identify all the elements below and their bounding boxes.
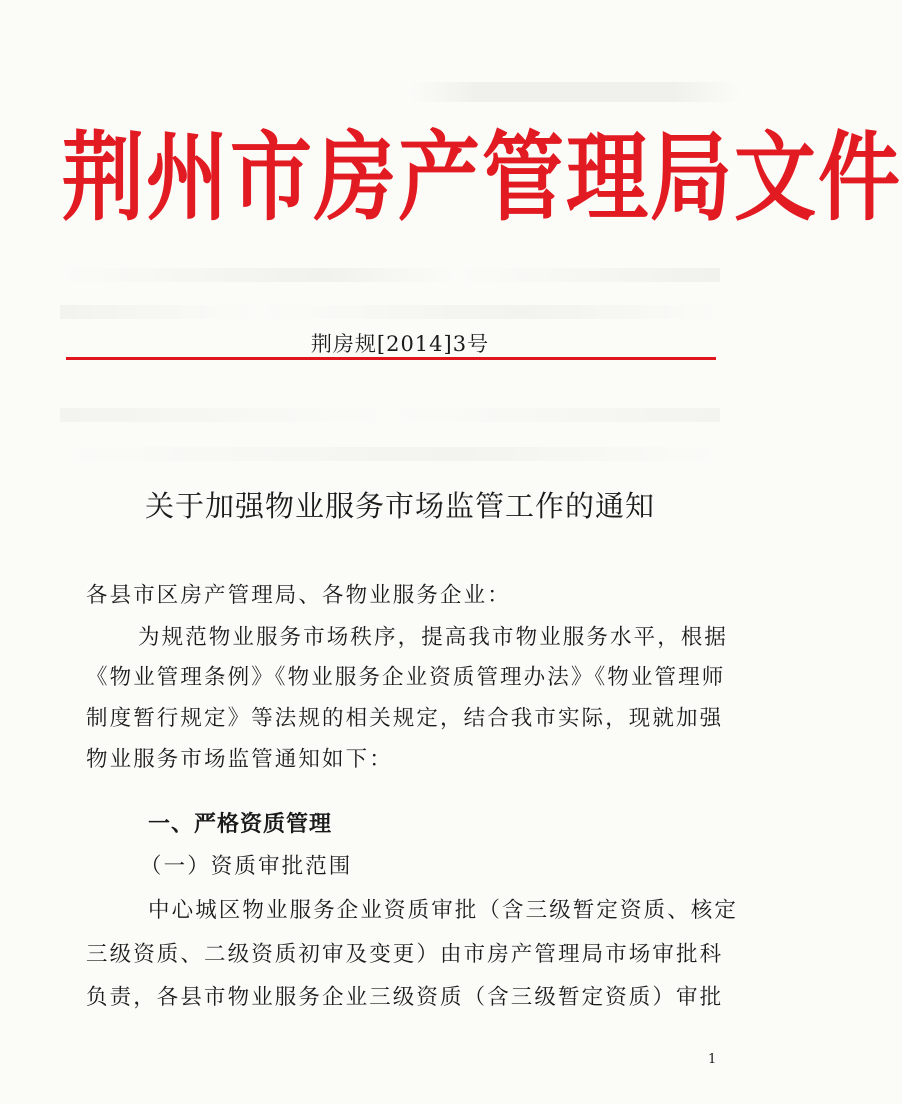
bleed-through-mark bbox=[410, 82, 740, 102]
intro-line: 制度暂行规定》等法规的相关规定，结合我市实际，现就加强 bbox=[86, 706, 724, 731]
intro-line: 为规范物业服务市场秩序，提高我市物业服务水平，根据 bbox=[138, 625, 729, 650]
document-number: 荆房规[2014]3号 bbox=[310, 332, 490, 356]
intro-line: 《物业管理条例》《物业服务企业资质管理办法》《物业管理师 bbox=[86, 665, 726, 690]
body-line: 三级资质、二级资质初审及变更）由市房产管理局市场审批科 bbox=[86, 942, 724, 967]
bleed-through-mark bbox=[60, 305, 720, 319]
notice-title: 关于加强物业服务市场监管工作的通知 bbox=[144, 489, 655, 523]
masthead-title: 荆州市房产管理局文件 bbox=[62, 122, 902, 235]
bleed-through-mark bbox=[60, 268, 720, 282]
subsection-heading: （一）资质审批范围 bbox=[140, 854, 353, 879]
page-number: 1 bbox=[708, 1052, 717, 1067]
bleed-through-mark bbox=[60, 447, 720, 461]
bleed-through-mark bbox=[60, 408, 720, 422]
addressee: 各县市区房产管理局、各物业服务企业： bbox=[86, 583, 511, 608]
body-line: 中心城区物业服务企业资质审批（含三级暂定资质、核定 bbox=[148, 898, 739, 923]
body-line: 负责，各县市物业服务企业三级资质（含三级暂定资质）审批 bbox=[86, 985, 724, 1010]
red-divider-line bbox=[66, 357, 716, 360]
section-heading: 一、严格资质管理 bbox=[148, 812, 333, 837]
intro-line: 物业服务市场监管通知如下： bbox=[86, 747, 393, 772]
